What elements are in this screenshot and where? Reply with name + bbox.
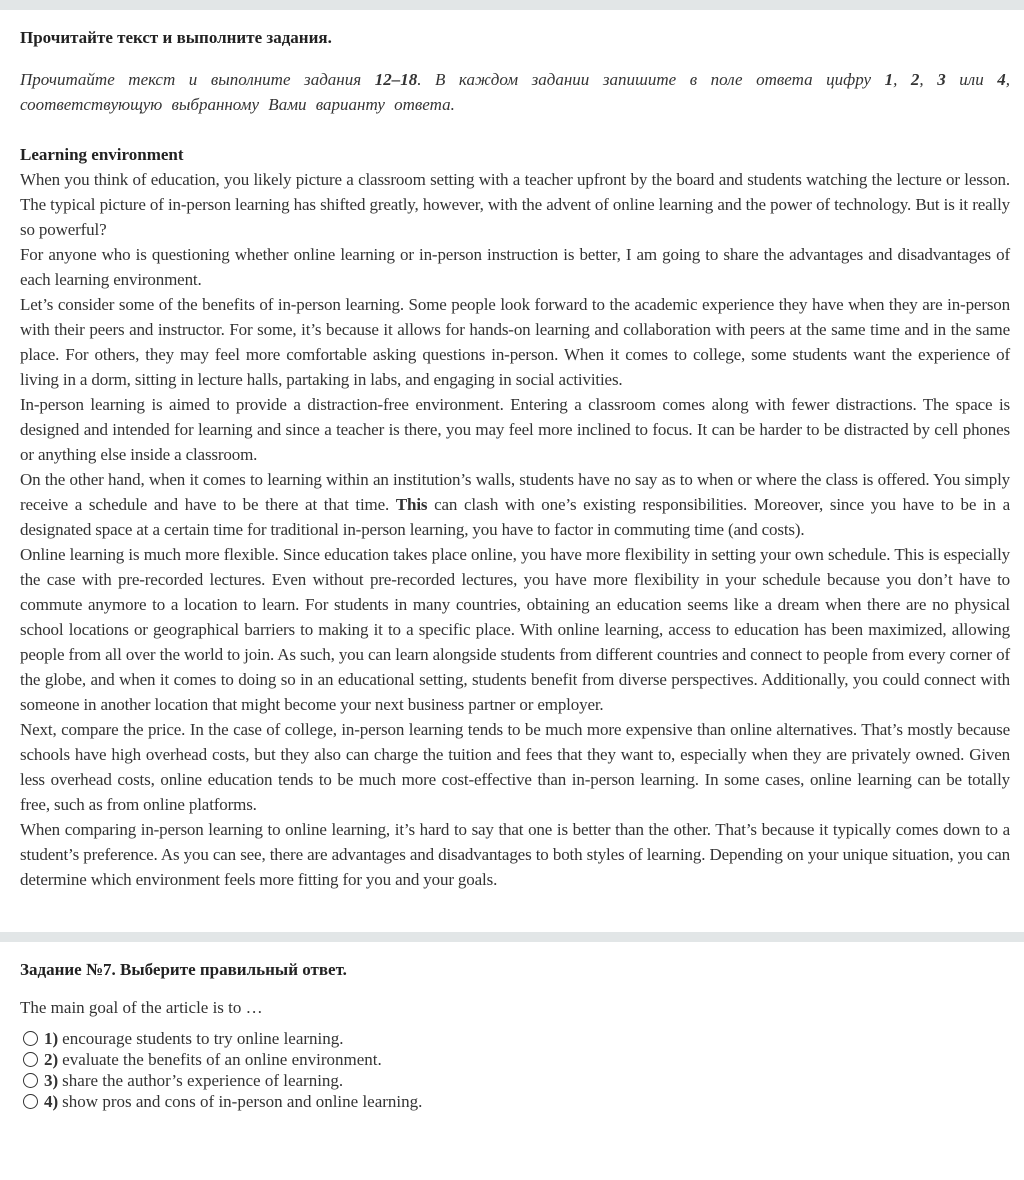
top-separator-bar [0, 0, 1024, 10]
section-separator-bar [0, 932, 1024, 942]
task-section [0, 942, 1024, 1112]
article-paragraph: When you think of education, you likely picture a classroom setting with a teacher upfront by the board and students watching the lecture or lesson. The typical picture of in-person learning has shifted greatly, however, with the advent of online learning and the power of technology. But is it really so powerful? [20, 170, 1010, 239]
instruction-text [20, 67, 1010, 117]
instruction-part: или [945, 70, 998, 89]
digit-4: 4 [997, 70, 1006, 89]
task-heading: Задание №7. Выберите правильный ответ. [20, 960, 347, 979]
article-paragraph: When comparing in-person learning to online learning, it’s hard to say that one is better than the other. That’s because it typically comes down to a student’s preference. As you can see, there are advantages and disadvantages to both styles of learning. Depending on your unique situation, you can determine which environment feels more fitting for you and your goals. [20, 820, 1010, 889]
answer-option-1[interactable] [20, 1028, 1010, 1049]
answer-option-3[interactable] [20, 1070, 1010, 1091]
answer-options [20, 1028, 1010, 1112]
digit-3: 3 [937, 70, 946, 89]
article-paragraph: For anyone who is questioning whether online learning or in-person instruction is better, I am going to share the advantages and disadvantages of each learning environment. [20, 245, 1010, 289]
paragraph-text: On the other hand, when it comes to learning within an institution’s walls, students have no say as to when or where the class is offered. You simply receive a schedule and have to be there at that time. [20, 470, 1010, 514]
radio-button[interactable] [23, 1073, 38, 1088]
digit-1: 1 [884, 70, 894, 89]
option-text: evaluate the benefits of an online environment. [62, 1050, 382, 1069]
article-paragraph: Online learning is much more flexible. Since education takes place online, you have more flexibility in setting your own schedule. This is especially the case with pre-recorded lectures. Even without pre-recorded lectures, you have more flexibility in your schedule because you don’t have to commute anymore to a location to learn. For students in many countries, obtaining an education seems like a dream when there are no physical school locations or geographical barriers to making it to a specific place. With online learning, access to education has been maximized, allowing people from all over the world to join. As such, you can learn alongside students from different countries and connect to people from every corner of the globe, and when it comes to doing so in an educational setting, students benefit from diverse perspectives. Additionally, you could connect with someone in another location that might become your next business partner or employer. [20, 545, 1010, 714]
article-paragraph [20, 467, 1010, 542]
option-text: encourage students to try online learning. [62, 1029, 344, 1048]
answer-option-2[interactable] [20, 1049, 1010, 1070]
option-text: share the author’s experience of learning. [62, 1071, 344, 1090]
option-number: 1) [44, 1029, 59, 1048]
page-title: Прочитайте текст и выполните задания. [20, 28, 332, 47]
option-number: 4) [44, 1092, 59, 1111]
answer-option-4[interactable] [20, 1091, 1010, 1112]
radio-button[interactable] [23, 1052, 38, 1067]
option-number: 2) [44, 1050, 59, 1069]
instruction-part: , соответствующую выбранному Вами варианту ответа. [20, 70, 1011, 114]
separator: , [893, 70, 911, 89]
option-text: show pros and cons of in-person and online learning. [62, 1092, 423, 1111]
task-range: 12–18 [374, 70, 418, 89]
article-title: Learning environment [20, 145, 184, 164]
article-paragraph: In-person learning is aimed to provide a distraction-free environment. Entering a classroom comes along with fewer distractions. The space is designed and intended for learning and since a teacher is there, you may feel more inclined to focus. It can be harder to be distracted by cell phones or anything else inside a classroom. [20, 395, 1010, 464]
instruction-part: Прочитайте текст и выполните задания [20, 70, 375, 89]
radio-button[interactable] [23, 1094, 38, 1109]
paragraph-text: can clash with one’s existing responsibilities. Moreover, since you have to be in a designated space at a certain time for traditional in-person learning, you have to factor in commuting time (and costs). [20, 495, 1011, 539]
reading-section [0, 10, 1024, 892]
radio-button[interactable] [23, 1031, 38, 1046]
article-paragraph: Next, compare the price. In the case of college, in-person learning tends to be much more expensive than online alternatives. That’s mostly because schools have high overhead costs, but they also can charge the tuition and fees that they want to, especially when they are privately owned. Given less overhead costs, online education tends to be much more cost-effective than in-person learning. In some cases, online learning can be totally free, such as from online platforms. [20, 720, 1010, 814]
option-number: 3) [44, 1071, 59, 1090]
separator: , [919, 70, 938, 89]
article-paragraph: Let’s consider some of the benefits of in-person learning. Some people look forward to the academic experience they have when they are in-person with their peers and instructor. For some, it’s because it allows for hands-on learning and collaboration with peers at the same time and in the same place. For others, they may feel more comfortable asking questions in-person. When it comes to college, some students want the experience of living in a dorm, sitting in lecture halls, partaking in labs, and engaging in social activities. [20, 295, 1010, 389]
digit-2: 2 [910, 70, 920, 89]
question-text: The main goal of the article is to … [20, 998, 263, 1017]
highlighted-word: This [395, 495, 428, 514]
instruction-part: . В каждом задании запишите в поле ответа цифру [417, 70, 885, 89]
